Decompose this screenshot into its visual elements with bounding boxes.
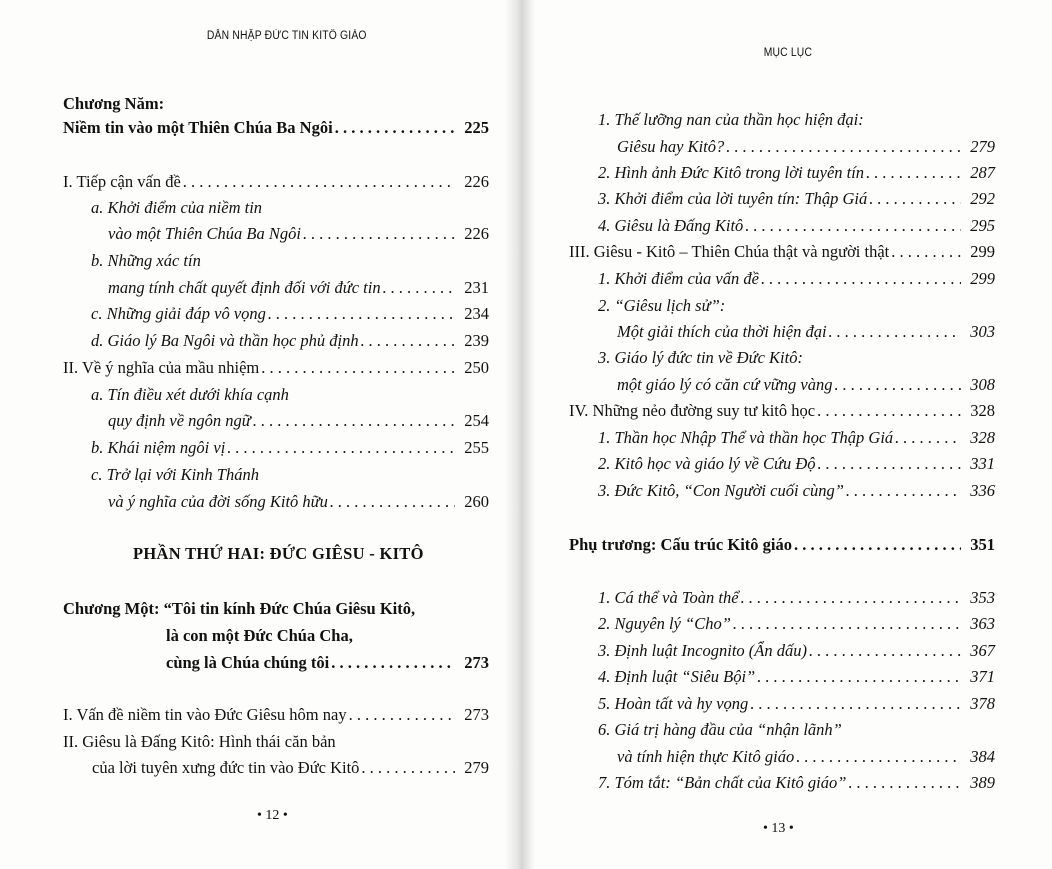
toc-entry-page: 384: [970, 747, 995, 766]
toc-entry-label: 4. Giêsu là Đấng Kitô: [598, 216, 744, 235]
toc-entry-label: 4. Định luật “Siêu Bội”: [598, 667, 756, 686]
toc-entry: [108, 492, 489, 512]
toc-entry-page: 353: [970, 588, 995, 607]
toc-entry: [598, 454, 995, 474]
leader-dots: [333, 118, 455, 138]
toc-entry: [598, 773, 995, 793]
toc-entry: [598, 694, 995, 714]
toc-entry-page: 260: [464, 492, 489, 511]
toc-entry-label: 3. Giáo lý đức tin về Đức Kitô:: [598, 348, 803, 367]
toc-entry-label: 3. Định luật Incognito (Ẩn dấu): [598, 641, 807, 660]
toc-entry: [598, 588, 995, 608]
toc-entry-page: 225: [464, 118, 489, 137]
toc-entry-label: 1. Thế lưỡng nan của thần học hiện đại:: [598, 110, 864, 129]
toc-entry-label: quy định về ngôn ngữ: [108, 411, 251, 430]
leader-dots: [893, 428, 961, 448]
toc-entry-page: 231: [464, 278, 489, 297]
toc-entry: [598, 614, 995, 634]
toc-entry-page: 255: [464, 438, 489, 457]
leader-dots: [359, 758, 455, 778]
toc-entry-label: và tính hiện thực Kitô giáo: [617, 747, 795, 766]
toc-entry-label: I. Tiếp cận vấn đề: [63, 172, 181, 191]
toc-entry: [617, 137, 995, 157]
toc-entry-page: 250: [464, 358, 489, 377]
leader-dots: [832, 375, 961, 395]
leader-dots: [748, 694, 961, 714]
toc-entry-label: Phụ trương: Cấu trúc Kitô giáo: [569, 535, 792, 554]
toc-entry-label: c. Trở lại với Kinh Thánh: [91, 465, 259, 484]
toc-entry-label: 2. Kitô học và giáo lý về Cứu Độ: [598, 454, 816, 473]
toc-entry: [91, 438, 489, 458]
toc-entry: [91, 304, 489, 324]
leader-dots: [792, 535, 961, 555]
toc-entry-label: cùng là Chúa chúng tôi: [166, 653, 330, 672]
toc-entry-page: 279: [970, 137, 995, 156]
toc-entry-page: 287: [970, 163, 995, 182]
toc-entry: [569, 242, 995, 262]
toc-entry: [108, 224, 489, 244]
toc-entry-label: 2. Nguyên lý “Cho”: [598, 614, 731, 633]
leader-dots: [816, 454, 961, 474]
leader-dots: [739, 588, 961, 608]
toc-entry: [598, 269, 995, 289]
toc-entry-label: Một giải thích của thời hiện đại: [617, 322, 827, 341]
leader-dots: [251, 411, 455, 431]
leader-dots: [815, 401, 961, 421]
leader-dots: [827, 322, 961, 342]
toc-entry: [108, 278, 489, 298]
leader-dots: [844, 481, 961, 501]
toc-entry-label: Giêsu hay Kitô?: [617, 137, 725, 156]
toc-entry-label: của lời tuyên xưng đức tin vào Đức Kitô: [92, 758, 360, 777]
toc-entry-page: 273: [464, 705, 489, 724]
toc-entry-chapter: [166, 653, 489, 673]
toc-entry-page: 328: [970, 428, 995, 447]
leader-dots: [301, 224, 455, 244]
leader-dots: [347, 705, 455, 725]
toc-entry-page: 299: [970, 269, 995, 288]
leader-dots: [381, 278, 455, 298]
toc-entry-label: 2. “Giêsu lịch sử”:: [598, 296, 726, 315]
toc-entry-page: 363: [970, 614, 995, 633]
toc-entry: [598, 428, 995, 448]
leader-dots: [867, 189, 961, 209]
left-page: [0, 0, 523, 869]
toc-entry: [63, 172, 489, 192]
toc-entry-page: 351: [970, 535, 995, 554]
toc-entry-page: 328: [970, 401, 995, 420]
toc-entry-label: 3. Khởi điểm của lời tuyên tín: Thập Giá: [598, 189, 868, 208]
toc-entry-label: 1. Thần học Nhập Thể và thần học Thập Giá: [598, 428, 894, 447]
toc-entry-label: vào một Thiên Chúa Ba Ngôi: [108, 224, 301, 243]
toc-entry: [63, 705, 489, 725]
leader-dots: [846, 773, 961, 793]
toc-entry-appendix: [569, 535, 995, 555]
toc-entry-page: 331: [970, 454, 995, 473]
toc-entry: [598, 481, 995, 501]
toc-entry-label: 1. Khởi điểm của vấn đề: [598, 269, 759, 288]
toc-entry-label: một giáo lý có căn cứ vững vàng: [617, 375, 833, 394]
leader-dots: [266, 304, 455, 324]
toc-entry-label: 7. Tóm tắt: “Bản chất của Kitô giáo”: [598, 773, 847, 792]
right-page: [523, 0, 1052, 869]
toc-entry-page: 226: [464, 224, 489, 243]
leader-dots: [359, 331, 455, 351]
toc-entry-page: 273: [464, 653, 489, 672]
toc-entry: [91, 331, 489, 351]
toc-entry: [569, 401, 995, 421]
running-head: MỤC LỤC: [763, 47, 813, 59]
chapter-heading: Chương Năm:: [63, 94, 165, 113]
toc-entry-label: 2. Hình ảnh Đức Kitô trong lời tuyên tín: [598, 163, 865, 182]
toc-entry-page: 292: [970, 189, 995, 208]
toc-entry-page: 367: [970, 641, 995, 660]
toc-entry: [617, 375, 995, 395]
toc-entry: [63, 358, 489, 378]
toc-entry-label: b. Những xác tín: [91, 251, 201, 270]
toc-entry-chapter: [63, 118, 489, 138]
toc-entry-page: 279: [464, 758, 489, 777]
leader-dots: [759, 269, 961, 289]
toc-entry: [92, 758, 489, 778]
leader-dots: [807, 641, 961, 661]
leader-dots: [743, 216, 961, 236]
toc-entry: [617, 747, 995, 767]
toc-entry-page: 336: [970, 481, 995, 500]
toc-entry-page: 303: [970, 322, 995, 341]
leader-dots: [864, 163, 961, 183]
toc-entry-page: 378: [970, 694, 995, 713]
toc-entry: [598, 641, 995, 661]
toc-entry-page: 389: [970, 773, 995, 792]
toc-entry: [598, 216, 995, 236]
toc-entry-label: II. Giêsu là Đấng Kitô: Hình thái căn bản: [63, 732, 336, 751]
leader-dots: [755, 667, 961, 687]
chapter-heading: là con một Đức Chúa Cha,: [166, 626, 353, 645]
chapter-heading: Chương Một: “Tôi tin kính Đức Chúa Giêsu Kitô,: [63, 599, 416, 618]
toc-entry-page: 254: [464, 411, 489, 430]
toc-entry-label: a. Tín điều xét dưới khía cạnh: [91, 385, 289, 404]
leader-dots: [181, 172, 455, 192]
toc-entry-label: III. Giêsu - Kitô – Thiên Chúa thật và người thật: [569, 242, 890, 261]
leader-dots: [329, 653, 455, 673]
leader-dots: [328, 492, 455, 512]
toc-entry-page: 295: [970, 216, 995, 235]
running-head: DẪN NHẬP ĐỨC TIN KITÔ GIÁO: [206, 30, 367, 42]
leader-dots: [731, 614, 961, 634]
toc-entry-page: 299: [970, 242, 995, 261]
toc-entry-page: 371: [970, 667, 995, 686]
toc-entry: [598, 189, 995, 209]
toc-entry-label: và ý nghĩa của đời sống Kitô hữu: [108, 492, 328, 511]
toc-entry-label: 6. Giá trị hàng đầu của “nhận lãnh”: [598, 720, 842, 739]
leader-dots: [259, 358, 455, 378]
part-title: PHẦN THỨ HAI: ĐỨC GIÊSU - KITÔ: [133, 544, 424, 563]
toc-entry-page: 234: [464, 304, 489, 323]
toc-entry-label: b. Khái niệm ngôi vị: [91, 438, 226, 457]
toc-entry-label: I. Vấn đề niềm tin vào Đức Giêsu hôm nay: [63, 705, 347, 724]
toc-entry-label: 5. Hoàn tất và hy vọng: [598, 694, 749, 713]
toc-entry-label: mang tính chất quyết định đối với đức tin: [108, 278, 381, 297]
page-number: • 13 •: [763, 821, 794, 836]
toc-entry-label: 3. Đức Kitô, “Con Người cuối cùng”: [598, 481, 844, 500]
toc-entry-label: a. Khởi điểm của niềm tin: [91, 198, 263, 217]
page-number: • 12 •: [257, 808, 288, 823]
leader-dots: [794, 747, 961, 767]
leader-dots: [889, 242, 961, 262]
toc-entry-page: 239: [464, 331, 489, 350]
toc-entry-label: c. Những giải đáp vô vọng: [91, 304, 266, 323]
toc-entry-label: d. Giáo lý Ba Ngôi và thần học phủ định: [91, 331, 359, 350]
toc-entry: [598, 163, 995, 183]
toc-entry-label: II. Về ý nghĩa của mầu nhiệm: [63, 358, 260, 377]
leader-dots: [225, 438, 455, 458]
toc-entry-page: 226: [464, 172, 489, 191]
toc-entry-page: 308: [970, 375, 995, 394]
toc-entry-label: IV. Những nẻo đường suy tư kitô học: [569, 401, 816, 420]
toc-entry-label: 1. Cá thể và Toàn thể: [598, 588, 739, 607]
toc-entry: [617, 322, 995, 342]
toc-entry: [598, 667, 995, 687]
toc-entry-label: Niềm tin vào một Thiên Chúa Ba Ngôi: [63, 118, 333, 137]
leader-dots: [724, 137, 961, 157]
book-gutter-shadow: [505, 0, 535, 869]
toc-entry: [108, 411, 489, 431]
